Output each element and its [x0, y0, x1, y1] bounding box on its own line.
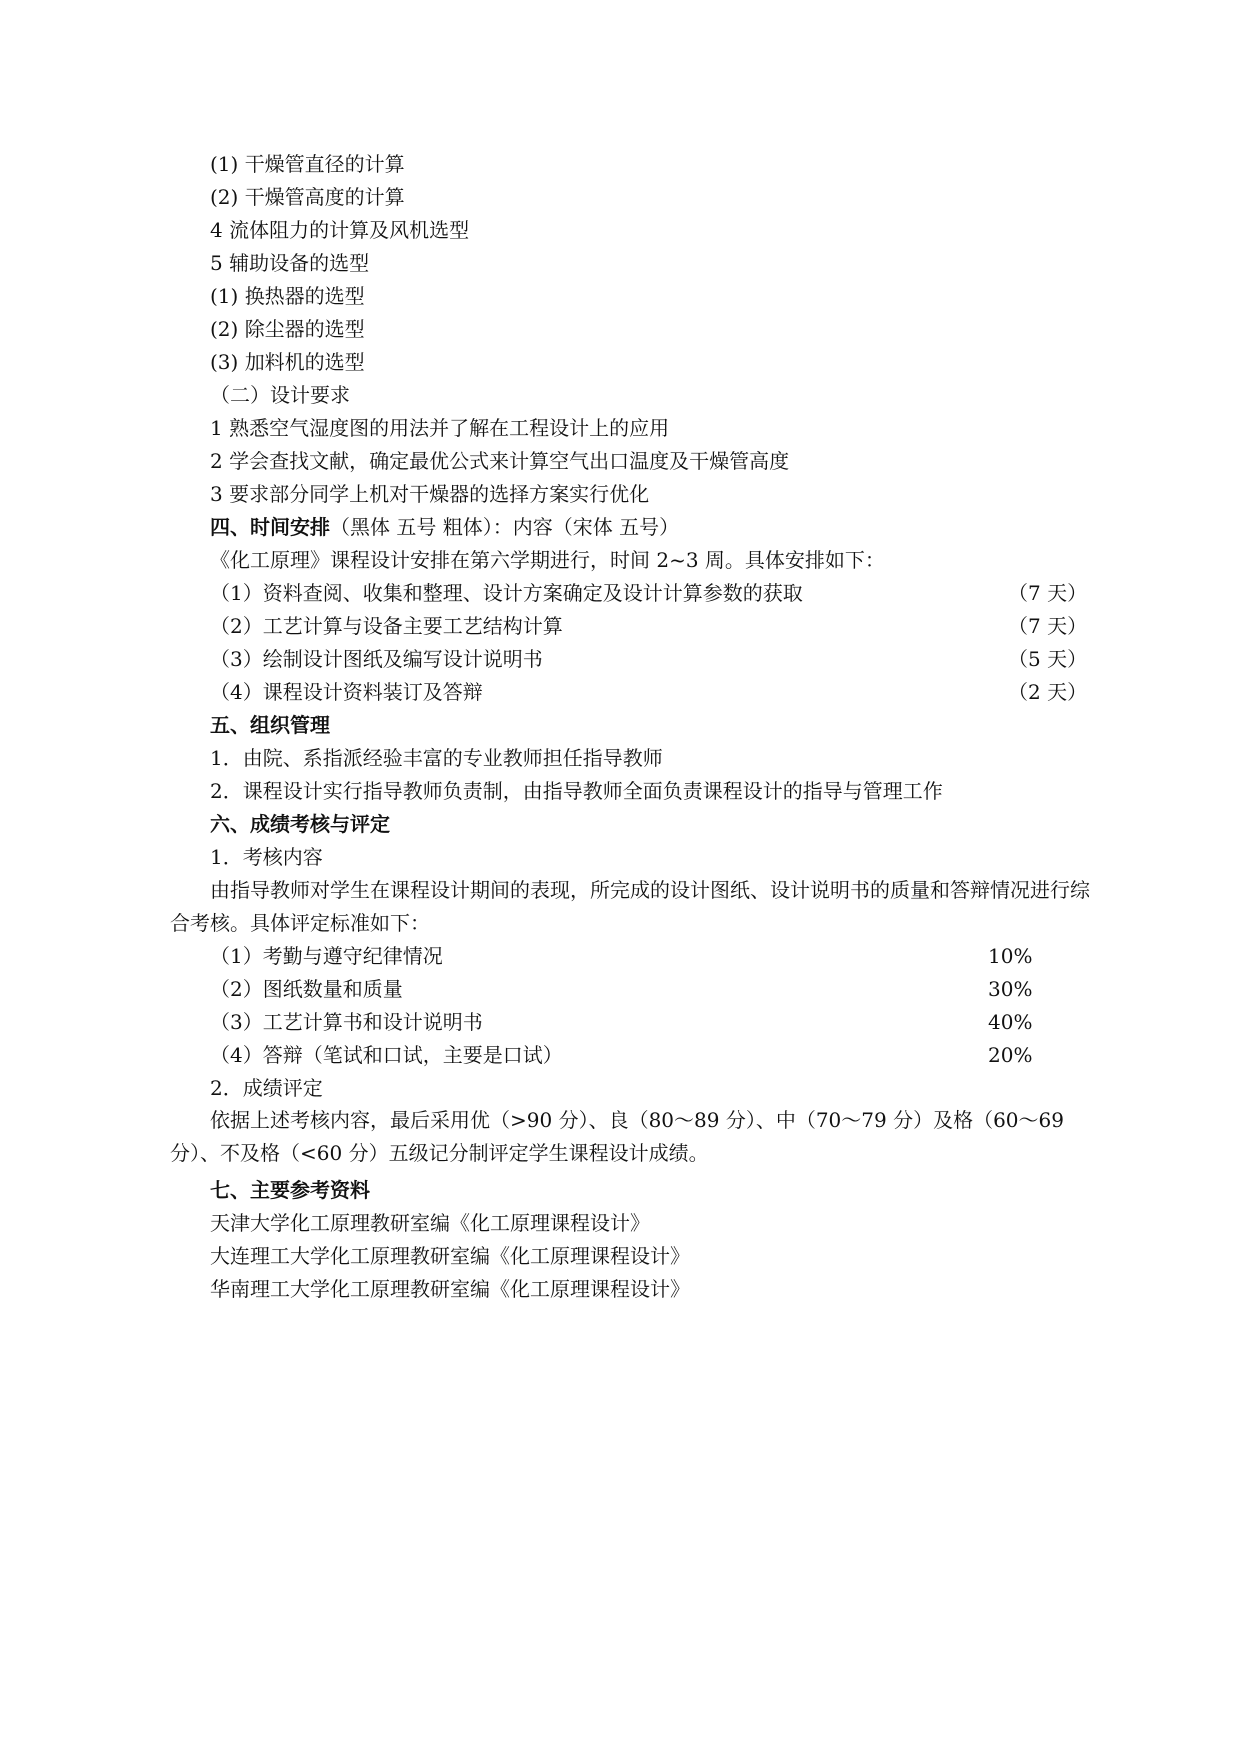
references-heading: 七、主要参考资料	[210, 1178, 370, 1202]
grading-item-percent: 10%	[988, 944, 1033, 968]
time-schedule-heading-note: （黑体 五号 粗体）：内容（宋体 五号）	[330, 515, 680, 539]
design-requirement-1: 1 熟悉空气湿度图的用法并了解在工程设计上的应用	[210, 416, 670, 440]
schedule-item-label: （4）课程设计资料装订及答辩	[210, 680, 483, 704]
grading-heading: 六、成绩考核与评定	[210, 812, 390, 836]
schedule-item-label: （2）工艺计算与设备主要工艺结构计算	[210, 614, 563, 638]
schedule-item-label: （1）资料查阅、收集和整理、设计方案确定及设计计算参数的获取	[210, 581, 803, 605]
organization-item-1: 1．由院、系指派经验丰富的专业教师担任指导教师	[210, 746, 663, 770]
organization-item-2: 2．课程设计实行指导教师负责制，由指导教师全面负责课程设计的指导与管理工作	[210, 779, 943, 803]
time-schedule-heading-bold: 四、时间安排	[210, 515, 330, 539]
grading-item-label: （3）工艺计算书和设计说明书	[210, 1010, 483, 1034]
grading-subheading-evaluation: 2．成绩评定	[210, 1076, 323, 1100]
schedule-item-days: （7 天）	[1008, 581, 1088, 605]
grading-item-label: （1）考勤与遵守纪律情况	[210, 944, 443, 968]
grading-item-percent: 40%	[988, 1010, 1033, 1034]
grading-item-label: （2）图纸数量和质量	[210, 977, 403, 1001]
schedule-item-days: （5 天）	[1008, 647, 1088, 671]
reference-item: 大连理工大学化工原理教研室编《化工原理课程设计》	[210, 1244, 690, 1268]
reference-item: 天津大学化工原理教研室编《化工原理课程设计》	[210, 1211, 650, 1235]
item-dryer-diameter: (1) 干燥管直径的计算	[210, 152, 405, 176]
reference-item: 华南理工大学化工原理教研室编《化工原理课程设计》	[210, 1277, 690, 1301]
grading-description: 由指导教师对学生在课程设计期间的表现，所完成的设计图纸、设计说明书的质量和答辩情况进行综合考核。具体评定标准如下：	[170, 878, 1090, 935]
schedule-item-days: （2 天）	[1008, 680, 1088, 704]
item-dryer-height: (2) 干燥管高度的计算	[210, 185, 405, 209]
grading-item-percent: 20%	[988, 1043, 1033, 1067]
design-requirements-heading: （二）设计要求	[210, 383, 350, 407]
time-schedule-heading	[210, 514, 679, 540]
grading-item-label: （4）答辩（笔试和口试，主要是口试）	[210, 1043, 563, 1067]
item-heat-exchanger: (1) 换热器的选型	[210, 284, 365, 308]
design-requirement-3: 3 要求部分同学上机对干燥器的选择方案实行优化	[210, 482, 650, 506]
grading-subheading-content: 1．考核内容	[210, 845, 323, 869]
grading-evaluation-text: 依据上述考核内容，最后采用优（>90 分）、良（80～89 分）、中（70～79 分）及格（60～69 分）、不及格（<60 分）五级记分制评定学生课程设计成绩。	[170, 1108, 1064, 1165]
schedule-item-days: （7 天）	[1008, 614, 1088, 638]
item-fluid-resistance: 4 流体阻力的计算及风机选型	[210, 218, 470, 242]
organization-heading: 五、组织管理	[210, 713, 330, 737]
item-feeder: (3) 加料机的选型	[210, 350, 365, 374]
schedule-item-label: （3）绘制设计图纸及编写设计说明书	[210, 647, 543, 671]
design-requirement-2: 2 学会查找文献，确定最优公式来计算空气出口温度及干燥管高度	[210, 449, 790, 473]
time-schedule-intro: 《化工原理》课程设计安排在第六学期进行，时间 2~3 周。具体安排如下：	[210, 548, 885, 572]
item-auxiliary-equipment: 5 辅助设备的选型	[210, 251, 370, 275]
grading-item-percent: 30%	[988, 977, 1033, 1001]
item-dust-collector: (2) 除尘器的选型	[210, 317, 365, 341]
